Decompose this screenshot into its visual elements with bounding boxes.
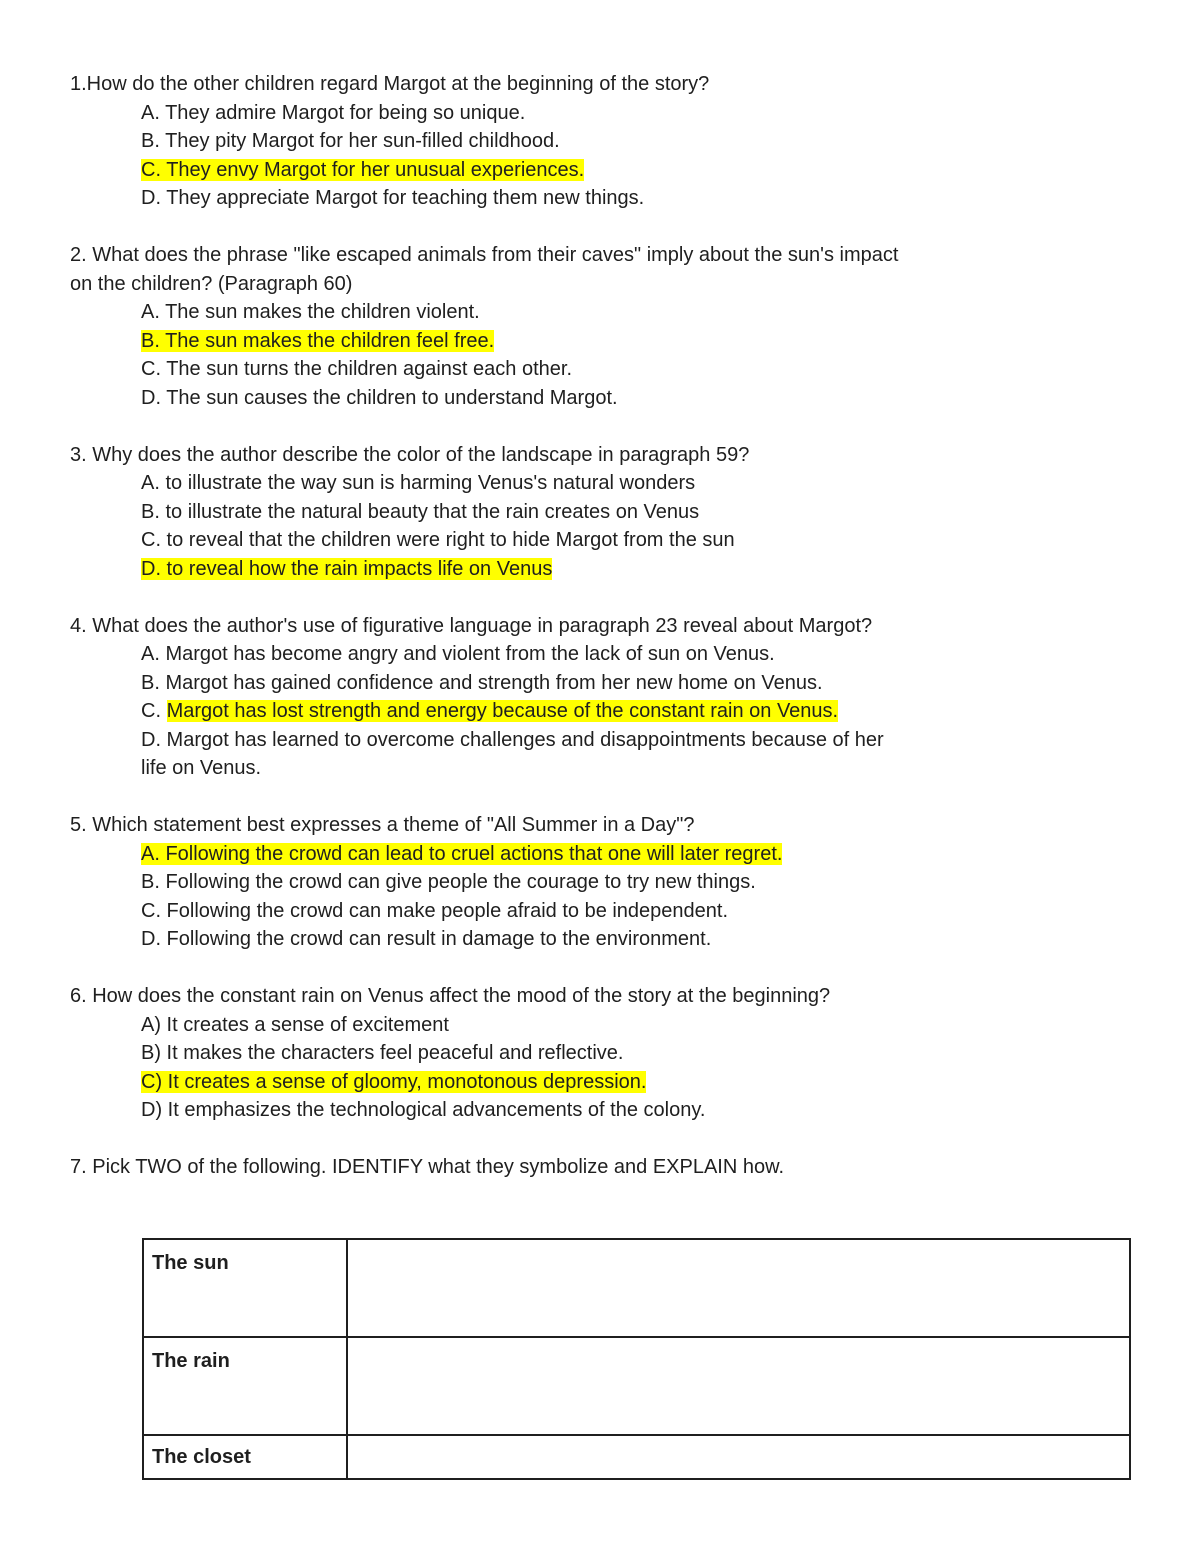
answer-option: A. They admire Margot for being so unique. (141, 101, 526, 124)
question-3 (70, 441, 1140, 584)
answer-option-highlighted: D. to reveal how the rain impacts life on Venus (141, 557, 553, 580)
answer-option: B. They pity Margot for her sun-filled childhood. (141, 130, 560, 152)
answer-option: C. to reveal that the children were right to hide Margot from the sun (141, 529, 735, 551)
answer-option: A) It creates a sense of excitement (141, 1013, 449, 1036)
table-row (143, 1337, 1130, 1435)
answer-option: D. Following the crowd can result in damage to the environment. (141, 928, 712, 950)
answer-option: C. Following the crowd can make people afraid to be independent. (141, 899, 729, 922)
question-text: 6. How does the constant rain on Venus affect the mood of the story at the beginning? (70, 985, 831, 1007)
symbol-label: The sun (143, 1239, 347, 1337)
question-2 (70, 241, 1140, 412)
symbols-table (142, 1238, 1131, 1480)
answer-option: A. to illustrate the way sun is harming Venus's natural wonders (141, 472, 696, 494)
worksheet-page (70, 70, 1140, 1210)
question-4 (70, 612, 1140, 783)
answer-option-highlighted: B. The sun makes the children feel free. (141, 329, 495, 352)
answer-option: D. The sun causes the children to understand Margot. (141, 386, 618, 409)
answer-option: B. Margot has gained confidence and strength from her new home on Venus. (141, 671, 823, 694)
question-text: 3. Why does the author describe the color of the landscape in paragraph 59? (70, 443, 750, 466)
question-text: 5. Which statement best expresses a theme of "All Summer in a Day"? (70, 814, 695, 836)
question-1 (70, 70, 1140, 213)
answer-option: A. Margot has become angry and violent from the lack of sun on Venus. (141, 643, 775, 665)
question-text: 1.How do the other children regard Margot at the beginning of the story? (70, 73, 710, 95)
answer-cell[interactable] (347, 1239, 1130, 1337)
answer-option: B. Following the crowd can give people the courage to try new things. (141, 871, 756, 893)
answer-option: D) It emphasizes the technological advancements of the colony. (141, 1099, 706, 1121)
symbol-label: The closet (143, 1435, 347, 1479)
symbol-label: The rain (143, 1337, 347, 1435)
question-5 (70, 811, 1140, 954)
answer-option-highlighted: C. Margot has lost strength and energy because of the constant rain on Venus. (141, 700, 839, 722)
answer-option: C. The sun turns the children against each other. (141, 358, 573, 380)
answer-cell[interactable] (347, 1337, 1130, 1435)
answer-option: B) It makes the characters feel peaceful and reflective. (141, 1042, 624, 1064)
table-row (143, 1239, 1130, 1337)
answer-option: D. Margot has learned to overcome challenges and disappointments because of her life on Venus. (141, 728, 884, 779)
answer-option-highlighted: A. Following the crowd can lead to cruel actions that one will later regret. (141, 842, 783, 865)
answer-option-highlighted: C. They envy Margot for her unusual experiences. (141, 158, 585, 181)
question-7 (70, 1153, 1140, 1182)
question-text: 4. What does the author's use of figurative language in paragraph 23 reveal about Margot? (70, 614, 873, 637)
answer-option-highlighted: C) It creates a sense of gloomy, monotonous depression. (141, 1070, 647, 1093)
answer-option: A. The sun makes the children violent. (141, 301, 480, 323)
question-text: 7. Pick TWO of the following. IDENTIFY what they symbolize and EXPLAIN how. (70, 1156, 785, 1178)
answer-option: D. They appreciate Margot for teaching them new things. (141, 187, 645, 209)
answer-option: B. to illustrate the natural beauty that the rain creates on Venus (141, 500, 700, 523)
question-6 (70, 982, 1140, 1125)
question-text: 2. What does the phrase "like escaped animals from their caves" imply about the sun's impact on the children? (Paragraph 60) (70, 244, 899, 295)
table-row (143, 1435, 1130, 1479)
answer-cell[interactable] (347, 1435, 1130, 1479)
